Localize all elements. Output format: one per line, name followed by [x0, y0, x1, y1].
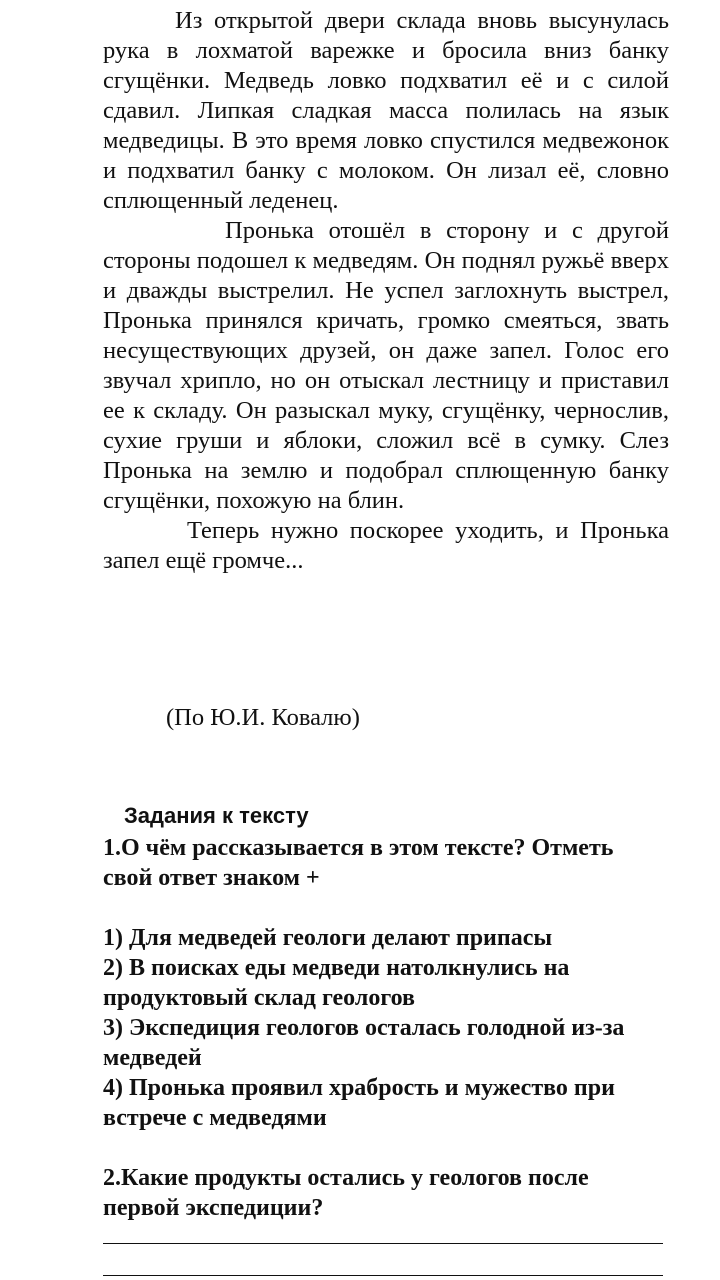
- answer-option-text-cont: встрече с медведями: [103, 1105, 327, 1131]
- question-2: [103, 1163, 669, 1223]
- author-attribution: (По Ю.И. Ковалю): [166, 704, 360, 731]
- answer-option-text: 2) В поисках еды медведи натолкнулись на: [103, 955, 570, 981]
- answer-option-text: 4) Пронька проявил храбрость и мужество при: [103, 1075, 615, 1101]
- answer-option-text: 3) Экспедиция геологов осталась голодной из-за: [103, 1015, 625, 1041]
- answer-option-text-cont: продуктовый склад геологов: [103, 985, 415, 1011]
- tasks-heading: Задания к тексту: [124, 803, 309, 828]
- story-paragraph-2: Пронька отошёл в сторону и с другой стороны подошел к медведям. Он поднял ружьё вверх и дважды выстрелил. Не успел заглохнуть выстрел, Пронька принялся кричать, громко смеяться, звать несуществующих друзей, он даже запел. Голос его звучал хрипло, но он отыскал лестницу и приставил ее к складу. Он разыскал муку, сгущёнку, чернослив, сухие груши и яблоки, сложил всё в сумку. Слез Пронька на землю и подобрал сплющенную банку сгущёнки, похожую на блин.: [103, 217, 669, 514]
- question-1: [103, 833, 669, 893]
- answer-option-3: [103, 1013, 669, 1073]
- answer-option-4: [103, 1073, 669, 1133]
- story-paragraph-3: Теперь нужно поскорее уходить, и Пронька запел ещё громче...: [103, 517, 669, 574]
- answer-option-1: [103, 923, 669, 953]
- question-1-text: 1.О чём рассказывается в этом тексте? Отметь: [103, 835, 614, 861]
- story-paragraph-1: Из открытой двери склада вновь высунулась рука в лохматой варежке и бросила вниз банку сгущёнки. Медведь ловко подхватил её и с силой сдавил. Липкая сладкая масса полилась на язык медведицы. В это время ловко спустился медвежонок и подхватил банку с молоком. Он лизал её, словно сплющенный леденец.: [103, 7, 669, 214]
- tasks-section: [103, 833, 669, 1223]
- answer-option-2: [103, 953, 669, 1013]
- answer-option-text: 1) Для медведей геологи делают припасы: [103, 925, 553, 951]
- question-2-text: 2.Какие продукты остались у геологов после: [103, 1165, 589, 1191]
- story-text: [103, 6, 669, 576]
- question-2-text-cont: первой экспедиции?: [103, 1195, 324, 1221]
- question-1-text-cont: свой ответ знаком +: [103, 865, 320, 891]
- answer-option-text-cont: медведей: [103, 1045, 202, 1071]
- question-1-options: [103, 923, 669, 1133]
- answer-blank-line-2: [103, 1275, 663, 1276]
- answer-blank-line-1: [103, 1243, 663, 1244]
